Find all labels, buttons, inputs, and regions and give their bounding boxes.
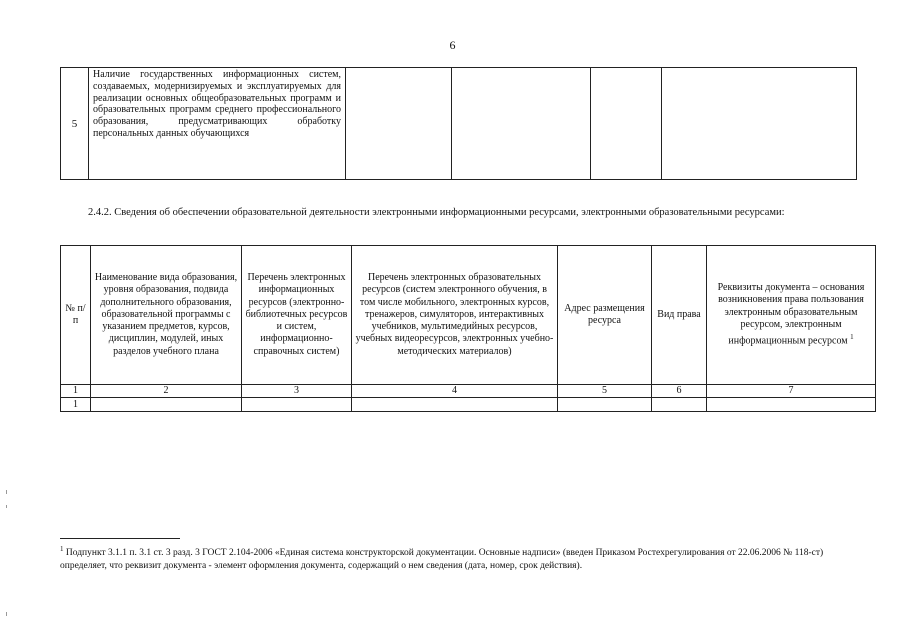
table-cell — [662, 68, 857, 180]
table-cell — [346, 68, 452, 180]
table-cell — [352, 398, 558, 412]
footnote-divider — [60, 538, 180, 539]
section-heading: 2.4.2. Сведения об обеспечении образовательной деятельности электронными информационными ресурсами, электронными образовательными ресурсами: — [88, 207, 785, 218]
page-number: 6 — [449, 38, 456, 52]
header-info-resources: Перечень электронных информационных ресурсов (электронно-библиотечных ресурсов и систем, информационно-справочных систем) — [242, 246, 352, 385]
column-numbers-row — [61, 385, 876, 398]
header-document-details — [707, 246, 876, 385]
column-number: 2 — [91, 385, 242, 398]
header-program: Наименование вида образования, уровня образования, подвида дополнительного образования, образовательной программы с указанием предметов, курсов, дисциплин, модулей, иных разделов учебного плана — [91, 246, 242, 385]
table-row — [61, 398, 876, 412]
table-cell — [591, 68, 662, 180]
column-number: 4 — [352, 385, 558, 398]
header-address: Адрес размещения ресурса — [558, 246, 652, 385]
footnote-marker: 1 — [60, 545, 64, 553]
table-cell — [91, 398, 242, 412]
header-document-details-text: Реквизиты документа – основания возникновения права пользования электронным образовательным ресурсом, электронным информационным ресурсом — [717, 282, 865, 347]
footnote-text: Подпункт 3.1.1 п. 3.1 ст. 3 разд. 3 ГОСТ 2.104-2006 «Единая система конструкторской документации. Основные надписи» (введен Приказом Ростехрегулирования от 22.06.2006 № 118-ст) определяет, что реквизит документа - элемент оформления документа, содержащий о нем сведения (дата, номер, срок действия). — [60, 548, 824, 572]
table-cell — [707, 398, 876, 412]
column-number: 1 — [61, 385, 91, 398]
header-right-type: Вид права — [652, 246, 707, 385]
footnote — [60, 543, 850, 573]
column-number: 3 — [242, 385, 352, 398]
scan-mark — [6, 505, 7, 508]
header-edu-resources: Перечень электронных образовательных ресурсов (систем электронного обучения, в том числе мобильного, электронных курсов, тренажеров, симуляторов, интерактивных учебников, мультимедийных ресурсов, учебных видеоресурсов, электронных учебно-методических материалов) — [352, 246, 558, 385]
table-cell — [652, 398, 707, 412]
resources-table — [60, 245, 876, 412]
table-row — [61, 68, 857, 180]
column-number: 6 — [652, 385, 707, 398]
table-header-row — [61, 246, 876, 385]
scan-mark — [6, 612, 7, 616]
table-cell — [242, 398, 352, 412]
table-cell — [558, 398, 652, 412]
row-number: 1 — [61, 398, 91, 412]
footnote-marker: 1 — [850, 333, 854, 342]
row-number: 5 — [61, 68, 89, 180]
column-number: 7 — [707, 385, 876, 398]
header-number: № п/п — [61, 246, 91, 385]
scan-mark — [6, 490, 7, 494]
systems-table — [60, 67, 857, 180]
column-number: 5 — [558, 385, 652, 398]
row-description: Наличие государственных информационных систем, создаваемых, модернизируемых и эксплуатируемых для реализации основных общеобразовательных программ и образовательных программ среднего профессионального образования, предусматривающих обработку персональных данных обучающихся — [89, 68, 346, 180]
table-cell — [452, 68, 591, 180]
